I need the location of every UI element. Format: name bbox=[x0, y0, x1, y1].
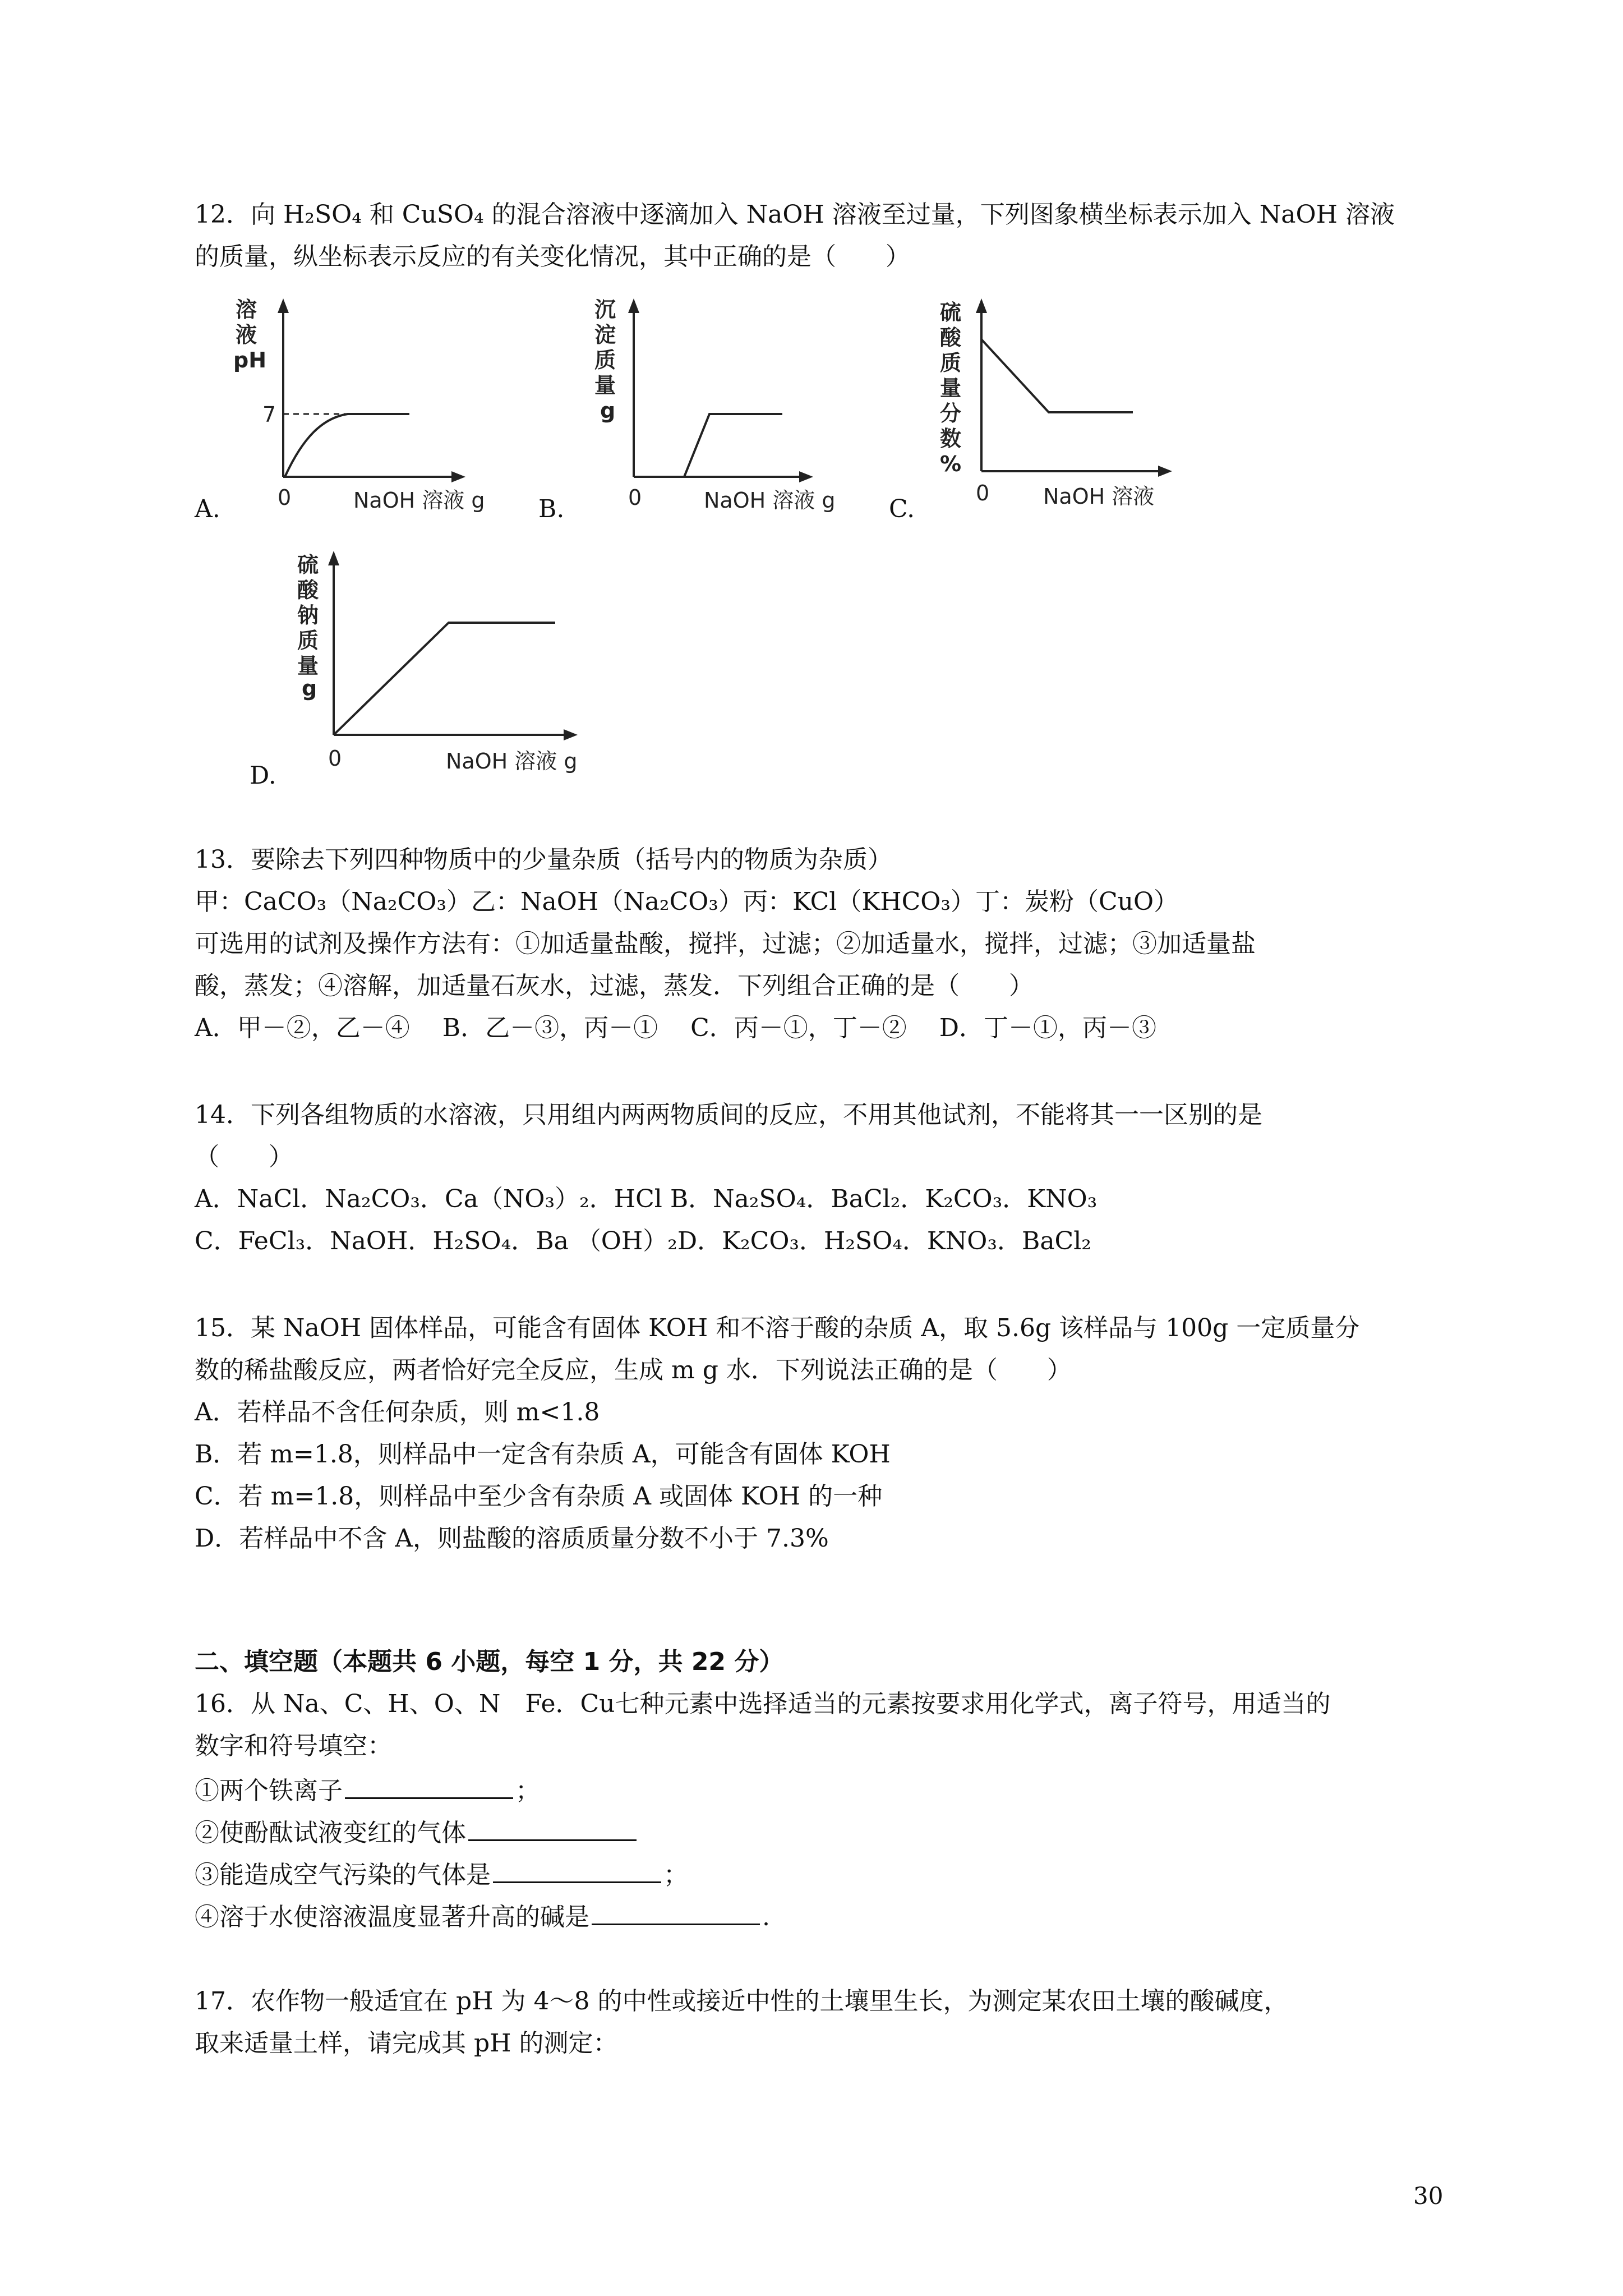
q15-line-5: C．若 m=1.8，则样品中至少含有杂质 A 或固体 KOH 的一种 bbox=[195, 1482, 883, 1511]
graph-b-origin: 0 bbox=[628, 485, 642, 510]
graph-c-ylabel-4: 量 bbox=[940, 376, 962, 401]
q14-line-1: 14．下列各组物质的水溶液，只用组内两两物质间的反应，不用其他试剂，不能将其一一区别的是 bbox=[195, 1101, 1262, 1129]
graph-c-xlabel: NaOH 溶液 bbox=[1043, 484, 1155, 509]
graph-a-ylabel-1: 溶 bbox=[236, 297, 257, 322]
q16-item-2 bbox=[195, 1815, 639, 1849]
q12-graph-b bbox=[583, 292, 875, 527]
graph-d-ylabel-5: 量 bbox=[297, 654, 319, 678]
graph-d-ylabel-3: 钠 bbox=[297, 603, 319, 628]
section-2-title: 二、填空题（本题共 6 小题，每空 1 分，共 22 分） bbox=[195, 1648, 784, 1676]
q12-graph-d bbox=[286, 544, 634, 791]
q12-option-a-letter: A. bbox=[195, 495, 220, 523]
graph-a-xlabel: NaOH 溶液 g bbox=[353, 488, 485, 513]
graph-a-origin: 0 bbox=[278, 485, 292, 510]
graph-c-ylabel-3: 质 bbox=[940, 351, 962, 375]
q15-line-4: B．若 m=1.8，则样品中一定含有杂质 A，可能含有固体 KOH bbox=[195, 1440, 891, 1469]
q13-line-4: 酸，蒸发；④溶解，加适量石灰水，过滤，蒸发．下列组合正确的是（ ） bbox=[195, 972, 1034, 1000]
q16-item-1-text: ①两个铁离子 bbox=[195, 1777, 343, 1805]
graph-c-ylabel-2: 酸 bbox=[940, 325, 962, 350]
graph-d-xlabel: NaOH 溶液 g bbox=[446, 749, 578, 774]
q15-line-6: D．若样品中不含 A，则盐酸的溶质质量分数不小于 7.3% bbox=[195, 1524, 829, 1553]
q14-line-2: （ ） bbox=[195, 1143, 293, 1171]
graph-c-ylabel-1: 硫 bbox=[940, 300, 962, 325]
q12-option-d-letter: D. bbox=[250, 761, 276, 790]
graph-a-tick-7: 7 bbox=[262, 402, 276, 427]
q12-option-c-letter: C. bbox=[889, 495, 915, 523]
q13-line-2: 甲：CaCO₃（Na₂CO₃）乙：NaOH（Na₂CO₃）丙：KCl（KHCO₃）丁：炭粉（CuO） bbox=[195, 887, 1179, 916]
q16-item-4-text: ④溶于水使溶液温度显著升高的碱是 bbox=[195, 1903, 589, 1931]
q13-line-1: 13．要除去下列四种物质中的少量杂质（括号内的物质为杂质） bbox=[195, 845, 892, 874]
graph-d-ylabel-2: 酸 bbox=[297, 578, 319, 602]
graph-d-origin: 0 bbox=[328, 746, 342, 771]
q16-item-3 bbox=[195, 1857, 688, 1891]
graph-d-ylabel-1: 硫 bbox=[297, 553, 319, 577]
q14-line-4: C．FeCl₃．NaOH．H₂SO₄．Ba （OH）₂D．K₂CO₃．H₂SO₄．KNO₃．BaCl₂ bbox=[195, 1227, 1091, 1255]
q12-option-b-letter: B. bbox=[538, 495, 565, 523]
q13-line-3: 可选用的试剂及操作方法有：①加适量盐酸，搅拌，过滤；②加适量水，搅拌，过滤；③加适量盐 bbox=[195, 930, 1256, 958]
q16-item-4-blank[interactable] bbox=[592, 1899, 760, 1925]
q12-line-2: 的质量，纵坐标表示反应的有关变化情况，其中正确的是（ ） bbox=[195, 242, 910, 271]
q16-line-1: 16．从 Na、C、H、O、N Fe．Cu七种元素中选择适当的元素按要求用化学式，离子符号，用适当的 bbox=[195, 1690, 1331, 1718]
graph-c-origin: 0 bbox=[976, 481, 990, 505]
graph-c-ylabel-7: % bbox=[940, 452, 962, 476]
q12-line-1: 12．向 H₂SO₄ 和 CuSO₄ 的混合溶液中逐滴加入 NaOH 溶液至过量，下列图象横坐标表示加入 NaOH 溶液 bbox=[195, 200, 1395, 229]
q17-line-1: 17．农作物一般适宜在 pH 为 4～8 的中性或接近中性的土壤里生长，为测定某农田土壤的酸碱度， bbox=[195, 1987, 1289, 2016]
q16-item-2-text: ②使酚酞试液变红的气体 bbox=[195, 1819, 466, 1847]
q16-item-1 bbox=[195, 1773, 540, 1807]
q14-line-3: A．NaCl．Na₂CO₃．Ca（NO₃）₂．HCl B．Na₂SO₄．BaCl₂．K₂CO₃．KNO₃ bbox=[195, 1185, 1098, 1213]
graph-c-ylabel-6: 数 bbox=[940, 426, 962, 451]
graph-d-ylabel-6: g bbox=[302, 676, 317, 701]
graph-b-ylabel-1: 沉 bbox=[594, 297, 616, 322]
q13-line-5: A．甲－②，乙－④ B．乙－③，丙－① C．丙－①，丁－② D．丁－①，丙－③ bbox=[195, 1014, 1157, 1042]
q16-line-2: 数字和符号填空： bbox=[195, 1732, 392, 1760]
graph-c-ylabel-5: 分 bbox=[940, 401, 962, 426]
graph-a-ylabel-2: 液 bbox=[236, 323, 257, 347]
q16-item-3-blank[interactable] bbox=[493, 1857, 661, 1883]
q17-line-2: 取来适量土样，请完成其 pH 的测定： bbox=[195, 2029, 618, 2058]
q12-graph-a bbox=[224, 292, 516, 527]
page-number: 30 bbox=[1413, 2182, 1444, 2210]
q12-graph-c bbox=[931, 292, 1223, 527]
q16-item-2-blank[interactable] bbox=[468, 1815, 637, 1841]
q16-item-3-end: ； bbox=[663, 1861, 688, 1889]
q16-item-4 bbox=[195, 1899, 770, 1933]
q16-item-4-end: . bbox=[762, 1903, 770, 1931]
graph-a-ylabel-3: pH bbox=[233, 348, 267, 372]
q15-line-1: 15．某 NaOH 固体样品，可能含有固体 KOH 和不溶于酸的杂质 A，取 5.6g 该样品与 100g 一定质量分 bbox=[195, 1314, 1360, 1342]
q16-item-1-end: ； bbox=[515, 1777, 540, 1805]
graph-d-ylabel-4: 质 bbox=[297, 628, 319, 653]
q16-item-3-text: ③能造成空气污染的气体是 bbox=[195, 1861, 491, 1889]
graph-b-ylabel-4: 量 bbox=[594, 373, 616, 398]
graph-b-ylabel-3: 质 bbox=[594, 348, 616, 372]
q15-line-2: 数的稀盐酸反应，两者恰好完全反应，生成 m g 水．下列说法正确的是（ ） bbox=[195, 1356, 1072, 1384]
graph-b-xlabel: NaOH 溶液 g bbox=[704, 488, 836, 513]
graph-b-ylabel-5: g bbox=[600, 398, 616, 423]
q15-line-3: A．若样品不含任何杂质，则 m<1.8 bbox=[195, 1398, 600, 1427]
q16-item-1-blank[interactable] bbox=[345, 1773, 513, 1799]
graph-b-ylabel-2: 淀 bbox=[594, 323, 616, 347]
